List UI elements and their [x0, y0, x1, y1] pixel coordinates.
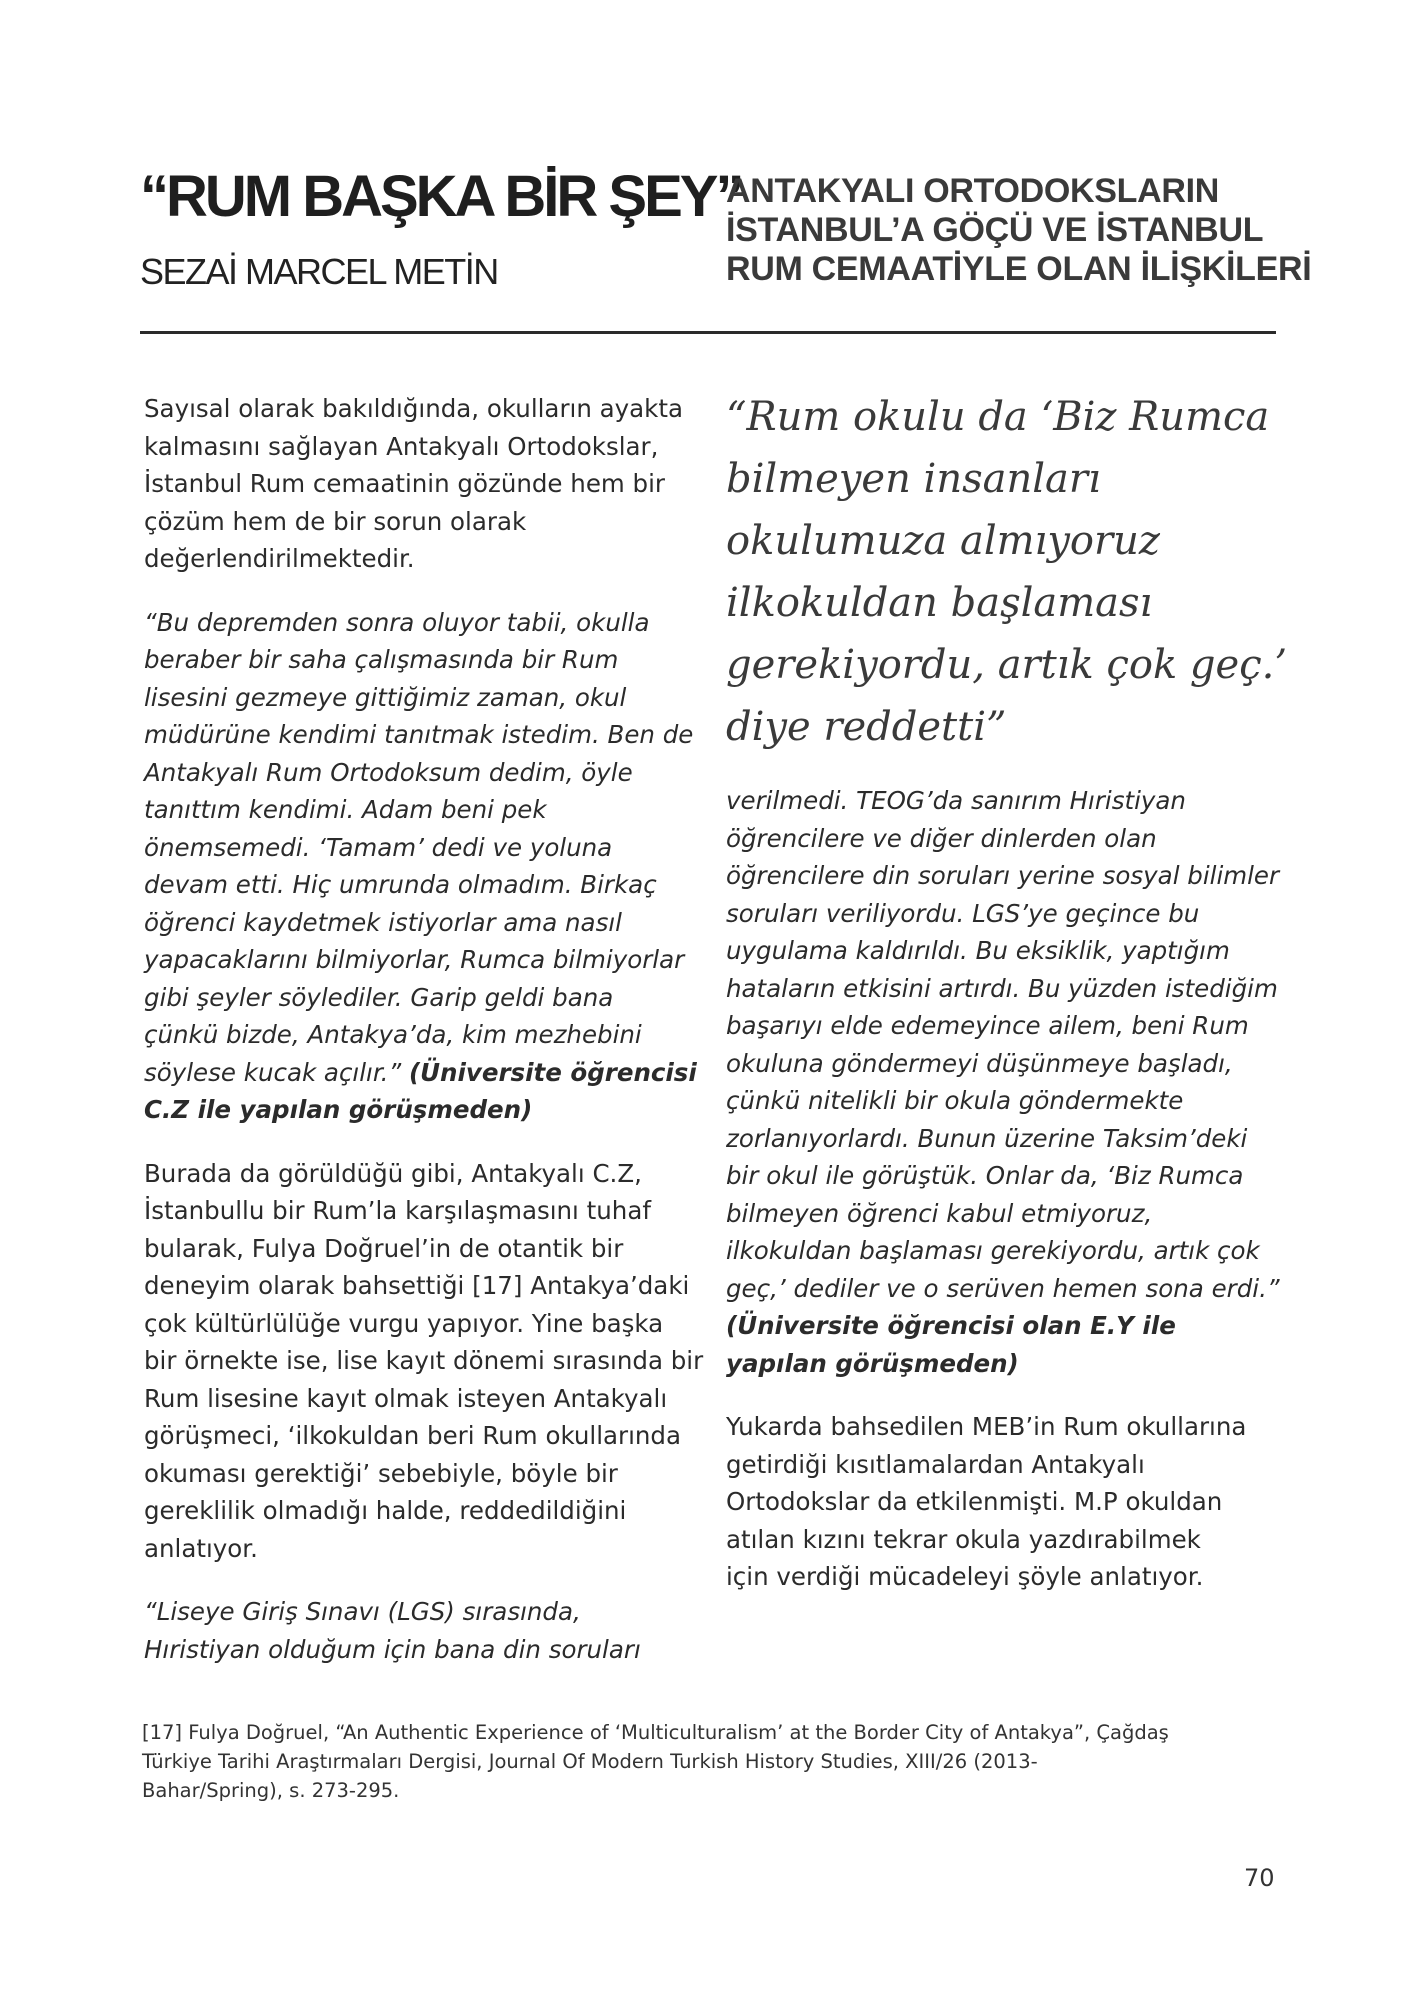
text-line: değerlendirilmektedir.: [144, 544, 415, 573]
text-line: deneyim olarak bahsettiği [17] Antakya’daki: [144, 1271, 690, 1300]
page-number: 70: [1244, 1864, 1275, 1892]
text-line: görüşmeci, ‘ilkokuldan beri Rum okullarında: [144, 1421, 682, 1450]
text-line: atılan kızını tekrar okula yazdırabilmek: [726, 1524, 1201, 1554]
text-line: İstanbullu bir Rum’la karşılaşmasını tuhaf: [144, 1196, 651, 1225]
text-line: Burada da görüldüğü gibi, Antakyalı C.Z,: [144, 1158, 642, 1188]
text-line: bilmeyen öğrenci kabul etmiyoruz,: [726, 1198, 1153, 1228]
text-line: Antakyalı Rum Ortodoksum dedim, öyle: [144, 757, 633, 787]
text-line: bir örnekte ise, lise kayıt dönemi sırasında bir: [144, 1346, 704, 1375]
subtitle-line: RUM CEMAATİYLE OLAN İLİŞKİLERİ: [726, 250, 1312, 288]
intro-paragraph: [144, 390, 704, 578]
text-line: bularak, Fulya Doğruel’in de otantik bir: [144, 1233, 624, 1263]
pull-quote-line: “Rum okulu da ‘Biz Rumca: [726, 394, 1270, 440]
header-divider: [140, 331, 1276, 334]
text-line: Ortodokslar da etkilenmişti. M.P okuldan: [726, 1487, 1223, 1516]
text-line: geç,’ dediler ve o serüven hemen sona erdi.”: [726, 1273, 1280, 1303]
text-line: çözüm hem de bir sorun olarak: [144, 506, 527, 536]
body-paragraph: [144, 1155, 704, 1568]
quote-source: (Üniversite öğrencisi: [408, 1057, 697, 1087]
text-line: müdürüne kendimi tanıtmak istedim. Ben de: [144, 720, 694, 749]
text-line: hataların etkisini artırdı. Bu yüzden istediğim: [726, 973, 1278, 1003]
subtitle-line: İSTANBUL’A GÖÇÜ VE İSTANBUL: [726, 211, 1264, 249]
footnote-line: [17] Fulya Doğruel, “An Authentic Experience of ‘Multiculturalism’ at the Border City of Antakya”, Çağdaş: [142, 1721, 1169, 1744]
text-line: zorlanıyorlardı. Bunun üzerine Taksim’deki: [726, 1123, 1248, 1153]
author-name: SEZAİ MARCEL METİN: [140, 251, 498, 292]
pull-quote-line: ilkokuldan başlaması: [726, 580, 1153, 626]
text-line: uygulama kaldırıldı. Bu eksiklik, yaptığım: [726, 936, 1230, 965]
text-line: bir okul ile görüştük. Onlar da, ‘Biz Rumca: [726, 1161, 1244, 1190]
pull-quote-line: diye reddetti”: [726, 704, 1007, 750]
text-line: kalmasını sağlayan Antakyalı Ortodokslar,: [144, 431, 659, 461]
text-line: soruları veriliyordu. LGS’ye geçince bu: [726, 898, 1200, 928]
interview-quote-cz: [144, 604, 704, 1129]
text-line: öğrenci kaydetmek istiyorlar ama nasıl: [144, 907, 622, 937]
text-line: verilmedi. TEOG’da sanırım Hıristiyan: [726, 786, 1186, 815]
body-paragraph: [726, 1408, 1286, 1596]
quote-source: (Üniversite öğrencisi olan E.Y ile: [726, 1311, 1176, 1340]
interview-quote-ey-start: [144, 1593, 704, 1668]
text-line: çünkü bizde, Antakya’da, kim mezhebini: [144, 1020, 642, 1049]
text-line: öğrencilere ve diğer dinlerden olan: [726, 823, 1157, 853]
pull-quote-line: okulumuza almıyoruz: [726, 518, 1160, 564]
text-line: getirdiği kısıtlamalardan Antakyalı: [726, 1449, 1145, 1479]
text-line: gereklilik olmadığı halde, reddedildiğini: [144, 1496, 627, 1525]
text-line: yapacaklarını bilmiyorlar, Rumca bilmiyorlar: [144, 945, 685, 974]
footnote-line: Bahar/Spring), s. 273-295.: [142, 1779, 400, 1802]
article-subtitle: [726, 172, 1311, 289]
text-line: Sayısal olarak bakıldığında, okulların ayakta: [144, 394, 683, 423]
pull-quote-line: gerekiyordu, artık çok geç.’: [726, 642, 1288, 688]
pull-quote: [726, 386, 1286, 758]
text-line: gibi şeyler söylediler. Garip geldi bana: [144, 982, 614, 1012]
text-line: okuluna göndermeyi düşünmeye başladı,: [726, 1048, 1233, 1078]
article-title: “RUM BAŞKA BİR ŞEY”: [140, 164, 742, 229]
text-line: İstanbul Rum cemaatinin gözünde hem bir: [144, 469, 665, 498]
interview-quote-ey: [726, 782, 1286, 1382]
text-line: önemsemedi. ‘Tamam’ dedi ve yoluna: [144, 832, 613, 862]
text-line: beraber bir saha çalışmasında bir Rum: [144, 645, 619, 674]
left-column: [144, 390, 704, 1694]
text-line: tanıttım kendimi. Adam beni pek: [144, 795, 547, 824]
text-line: “Bu depremden sonra oluyor tabii, okulla: [144, 607, 650, 637]
text-line: ilkokuldan başlaması gerekiyordu, artık çok: [726, 1236, 1260, 1265]
quote-text: söylese kucak açılır.”: [144, 1057, 409, 1087]
text-line: başarıyı elde edemeyince ailem, beni Rum: [726, 1011, 1249, 1040]
text-line: Hıristiyan olduğum için bana din soruları: [144, 1634, 641, 1664]
subtitle-line: ANTAKYALI ORTODOKSLARIN: [726, 172, 1220, 210]
text-line: okuması gerektiği’ sebebiyle, böyle bir: [144, 1458, 618, 1488]
text-line: “Liseye Giriş Sınavı (LGS) sırasında,: [144, 1597, 581, 1626]
text-line: çünkü nitelikli bir okula göndermekte: [726, 1086, 1184, 1115]
quote-source: yapılan görüşmeden): [726, 1348, 1019, 1378]
text-line: öğrencilere din soruları yerine sosyal bilimler: [726, 861, 1280, 890]
footnote-line: Türkiye Tarihi Araştırmaları Dergisi, Journal Of Modern Turkish History Studies, XIII/26 (2013-: [142, 1750, 1038, 1773]
text-line: devam etti. Hiç umrunda olmadım. Birkaç: [144, 870, 657, 899]
text-line: çok kültürlülüğe vurgu yapıyor. Yine başka: [144, 1308, 664, 1338]
text-line: lisesini gezmeye gittiğimiz zaman, okul: [144, 682, 627, 712]
text-line: anlatıyor.: [144, 1533, 258, 1563]
quote-source: C.Z ile yapılan görüşmeden): [144, 1095, 533, 1124]
text-line: için verdiği mücadeleyi şöyle anlatıyor.: [726, 1562, 1204, 1591]
text-line: Rum lisesine kayıt olmak isteyen Antakyalı: [144, 1383, 668, 1413]
footnote: [142, 1718, 1282, 1805]
text-line: Yukarda bahsedilen MEB’in Rum okullarına: [726, 1412, 1247, 1441]
text-line: [144, 1054, 704, 1092]
right-column: [726, 782, 1286, 1622]
pull-quote-line: bilmeyen insanları: [726, 456, 1101, 502]
